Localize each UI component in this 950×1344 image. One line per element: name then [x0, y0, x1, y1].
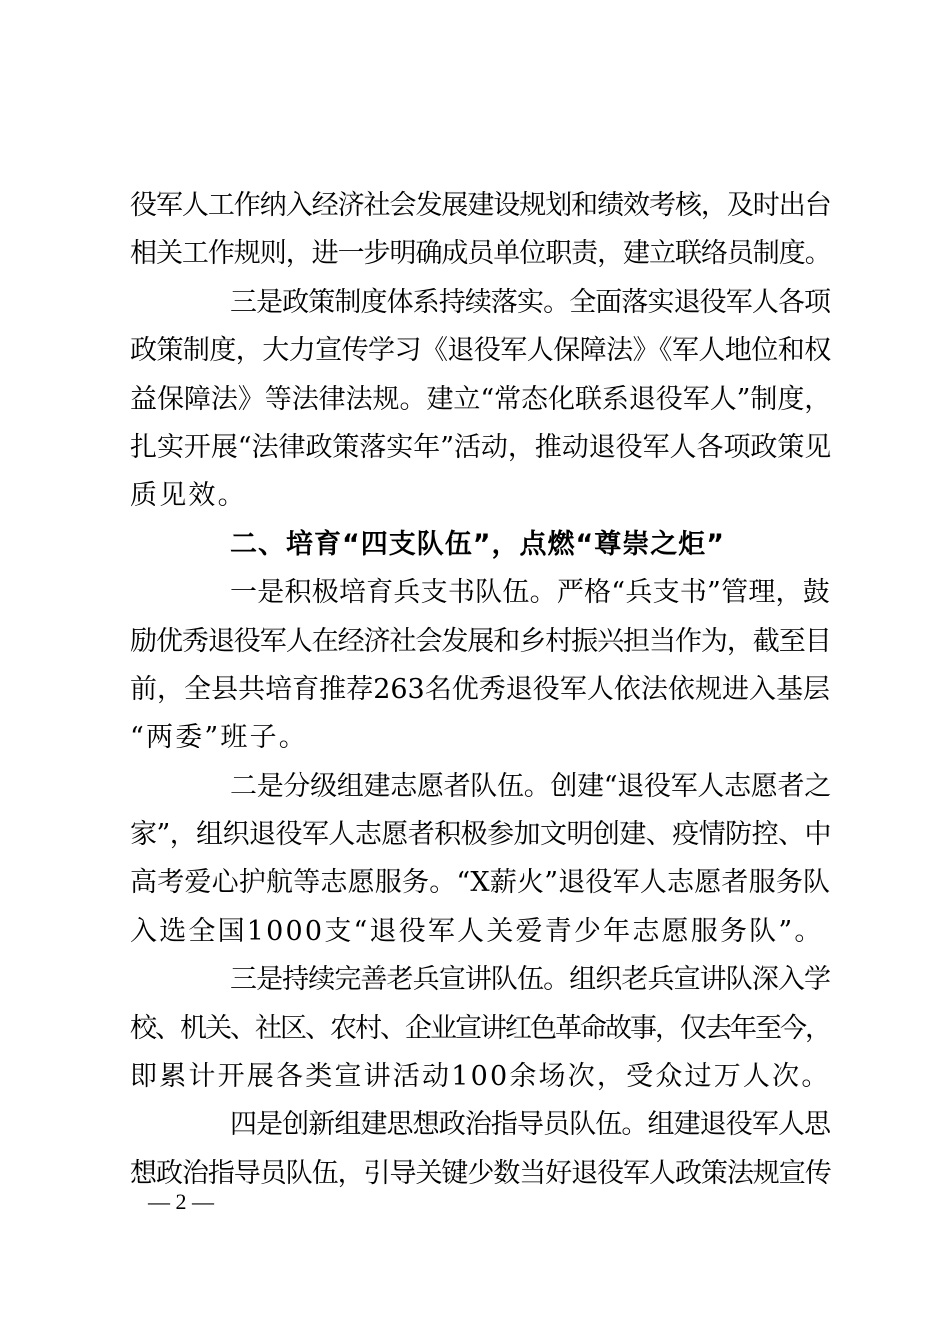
text-line: “两委”班子。	[130, 722, 309, 754]
text-line: 高考爱心护航等志愿服务。“X薪火”退役军人志愿者服务队	[130, 867, 831, 899]
page-number: — 2 —	[148, 1189, 214, 1214]
text-line: 校、机关、社区、农村、企业宣讲红色革命故事，仅去年至今，	[130, 1012, 830, 1044]
document-body	[130, 182, 830, 1198]
text-line: 即累计开展各类宣讲活动100余场次，受众过万人次。	[130, 1061, 831, 1093]
section-heading: 二、培育“四支队伍”，点燃“尊崇之炬”	[230, 528, 725, 560]
text-line: 扎实开展“法律政策落实年”活动，推动退役军人各项政策见	[130, 431, 832, 463]
text-line: 家”，组织退役军人志愿者积极参加文明创建、疫情防控、中	[130, 819, 831, 851]
paragraph-start-line: 三是持续完善老兵宣讲队伍。组织老兵宣讲队深入学	[230, 964, 830, 996]
text-line: 益保障法》等法律法规。建立“常态化联系退役军人”制度，	[130, 383, 832, 415]
text-line: 质见效。	[130, 480, 247, 512]
text-line: 役军人工作纳入经济社会发展建设规划和绩效考核，及时出台	[130, 190, 831, 221]
paragraph-start-line: 三是政策制度体系持续落实。全面落实退役军人各项	[230, 286, 830, 318]
text-line: 前，全县共培育推荐263名优秀退役军人依法依规进入基层	[130, 673, 830, 705]
text-line: 励优秀退役军人在经济社会发展和乡村振兴担当作为，截至目	[130, 625, 831, 657]
text-line: 入选全国1000支“退役军人关爱青少年志愿服务队”。	[130, 915, 824, 947]
paragraph-start-line: 一是积极培育兵支书队伍。严格“兵支书”管理，鼓	[230, 577, 830, 609]
text-line: 政策制度，大力宣传学习《退役军人保障法》《军人地位和权	[130, 335, 831, 367]
paragraph-start-line: 四是创新组建思想政治指导员队伍。组建退役军人思	[230, 1109, 830, 1141]
text-line: 相关工作规则，进一步明确成员单位职责，建立联络员制度。	[130, 238, 831, 270]
paragraph-start-line: 二是分级组建志愿者队伍。创建“退役军人志愿者之	[230, 770, 831, 802]
text-line: 想政治指导员队伍，引导关键少数当好退役军人政策法规宣传	[130, 1157, 831, 1189]
